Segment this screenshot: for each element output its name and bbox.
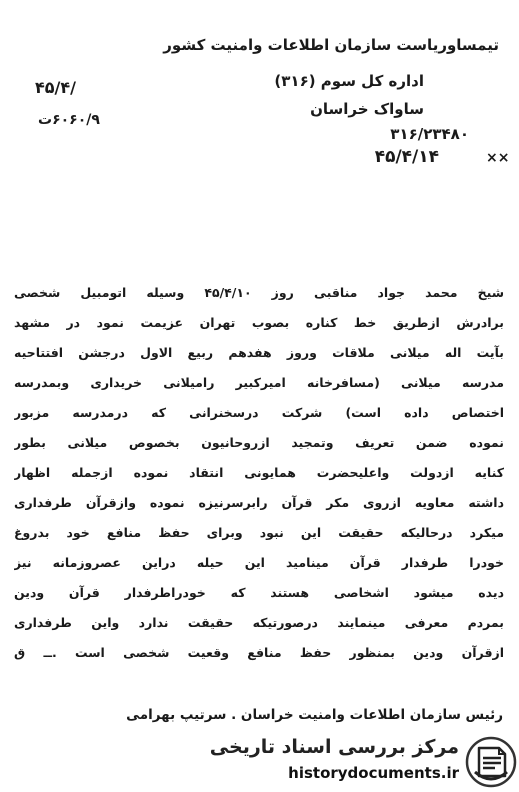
body-line: میکرد درحالیکه حقیقت این نبود وبرای حفظ منافع خود بدروغ [14, 525, 504, 540]
watermark-url: historydocuments.ir [288, 764, 459, 782]
body-line: برادرش ازطریق خط کناره بصوب تهران عزیمت نمود در مشهد [14, 315, 504, 330]
report-body [14, 278, 504, 668]
body-line: دیده میشود اشخاصی هستند که خودراطرفدار قرآن ودین [14, 585, 504, 600]
header-reference-number: ۳۱۶/۲۳۴۸۰ [390, 125, 469, 143]
body-line: بآیت اله میلانی ملاقات وروز هفدهم ربیع الاول درجشن افتتاحیه [14, 345, 504, 360]
signature-line: رئیس سازمان اطلاعات وامنیت خراسان . سرتیپ بهرامی [126, 707, 503, 723]
body-line: خودرا طرفدار قرآن مینامید این حیله دراین عصروزمانه نیز [14, 555, 504, 570]
watermark [209, 736, 517, 788]
margin-number: ۶۰۶۰/۹ت [38, 112, 100, 128]
header-department: اداره کل سوم (۳۱۶) [274, 72, 424, 90]
body-line: بمردم معرفی مینمایند درصورتیکه حقیقت ندارد واین طرفداری [14, 615, 504, 630]
body-line: شیخ محمد جواد مناقبی روز ۴۵/۴/۱۰ وسیله اتومبیل شخصی [14, 285, 504, 300]
header-city: ساواک خراسان [310, 100, 424, 118]
body-line: مدرسه میلانی (مسافرخانه امیرکبیر رامیلانی خریداری وبمدرسه [14, 375, 504, 390]
margin-date: ۴۵/۴/ [35, 78, 76, 97]
body-line: ازقرآن ودین بمنظور حفظ منافع وقعیت شخصی است .ــ ق [14, 645, 504, 660]
header-title: تیمساوریاست سازمان اطلاعات وامنیت کشور [163, 36, 499, 54]
body-line: کنایه ازدولت واعلیحضرت همایونی انتقاد نموده ازجمله اظهار [14, 465, 504, 480]
watermark-name: مرکز بررسی اسناد تاریخی [209, 736, 459, 758]
body-line: داشته معاویه ازروی مکر قرآن رابرسرنیزه نموده وازقرآن طرفداری [14, 495, 504, 510]
body-line: اختصاص داده است) شرکت درسخنرانی که درمدرسه مزبور [14, 405, 504, 420]
document-archive-logo-icon [465, 736, 517, 788]
header-date: ۴۵/۴/۱۴ [374, 147, 439, 167]
header-mark: ×× [486, 150, 510, 166]
body-line: نموده ضمن تعریف وتمجید ازروحانیون بخصوص میلانی بطور [14, 435, 504, 450]
